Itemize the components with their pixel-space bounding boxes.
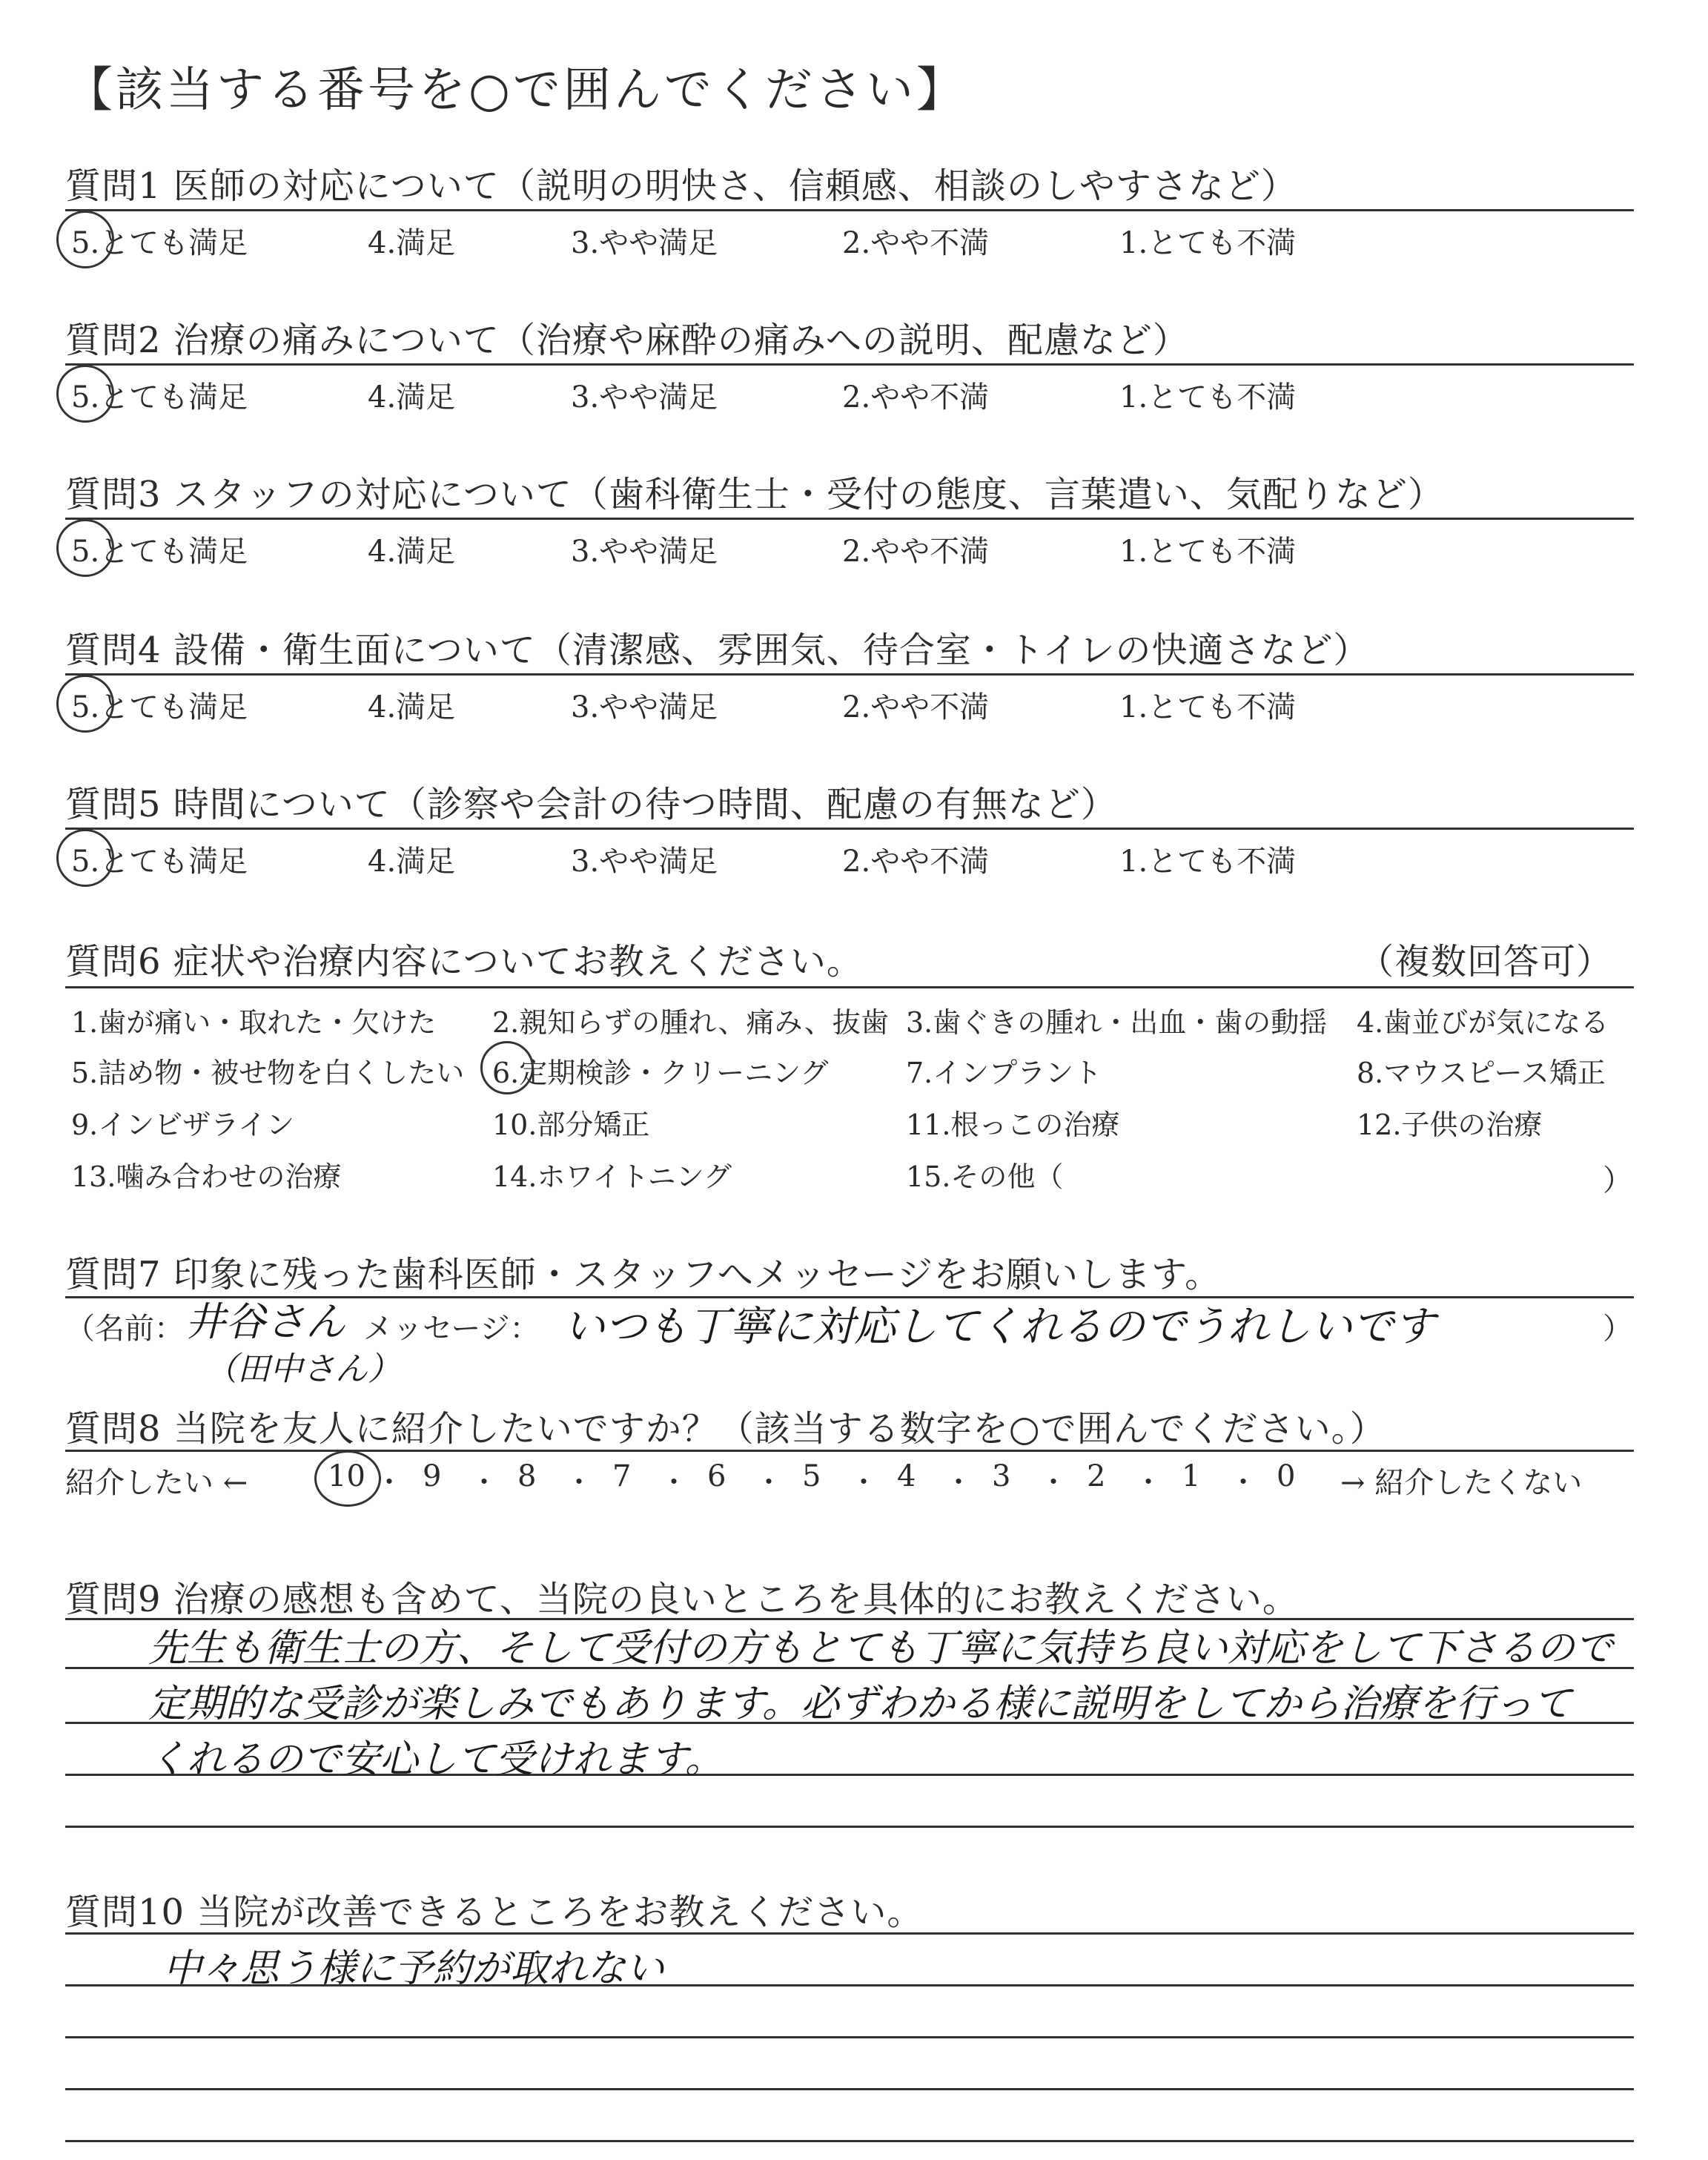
q8-scale-dot: ・: [944, 1466, 973, 1499]
q8-scale-8[interactable]: 8: [517, 1459, 537, 1493]
q9-answer-line-1: 先生も衛生士の方、そして受付の方もとても丁寧に気持ち良い対応をして下さるので: [148, 1626, 1614, 1671]
q8-scale-dot: ・: [565, 1466, 594, 1499]
q9-answer-line-3: くれるので安心して受けれます。: [148, 1737, 724, 1782]
q8-scale-5[interactable]: 5: [802, 1459, 821, 1493]
q3-option-3[interactable]: 3.やや満足: [571, 535, 718, 569]
q6-option-14[interactable]: 14.ホワイトニング: [492, 1160, 732, 1193]
q8-scale-7[interactable]: 7: [612, 1459, 632, 1493]
q5-option-3[interactable]: 3.やや満足: [571, 845, 718, 879]
q4-selection-circle: [56, 675, 114, 733]
q3-option-5[interactable]: 5.とても満足: [71, 535, 248, 569]
q8-scale-dot: ・: [375, 1466, 404, 1499]
q6-option-7[interactable]: 7.インプラント: [906, 1057, 1102, 1089]
q9-title: 質問9 治療の感想も含めて、当院の良いところを具体的にお教えください。: [65, 1579, 1299, 1620]
q9-rule-5: [65, 1826, 1634, 1828]
q6-option-9[interactable]: 9.インビザライン: [71, 1109, 295, 1141]
q8-scale-2[interactable]: 2: [1087, 1459, 1106, 1493]
q8-scale-10[interactable]: 10: [328, 1459, 365, 1493]
q1-option-4[interactable]: 4.満足: [368, 226, 456, 260]
q6-title: 質問6 症状や治療内容についてお教えください。: [65, 941, 863, 982]
q1-option-1[interactable]: 1.とても不満: [1119, 226, 1297, 260]
q6-other-close: ）: [1603, 1163, 1632, 1198]
q10-rule-4: [65, 2088, 1634, 2090]
q7-name-label: （名前：: [65, 1312, 184, 1346]
q6-option-15[interactable]: 15.その他（: [906, 1160, 1064, 1193]
q8-scale-dot: ・: [1229, 1466, 1258, 1499]
q2-option-4[interactable]: 4.満足: [368, 380, 456, 415]
q8-scale-dot: ・: [755, 1466, 784, 1499]
q1-title: 質問1 医師の対応について（説明の明快さ、信頼感、相談のしやすさなど）: [65, 165, 1297, 207]
q6-option-2[interactable]: 2.親知らずの腫れ、痛み、抜歯: [492, 1006, 889, 1039]
q3-selection-circle: [56, 519, 114, 577]
q3-title: 質問3 スタッフの対応について（歯科衛生士・受付の態度、言葉遣い、気配りなど）: [65, 474, 1444, 515]
q10-answer-line-1: 中々思う様に予約が取れない: [163, 1946, 665, 1991]
q10-rule-1: [65, 1932, 1634, 1935]
q10-title: 質問10 当院が改善できるところをお教えください。: [65, 1892, 924, 1933]
q5-option-1[interactable]: 1.とても不満: [1119, 845, 1297, 879]
q3-rule: [65, 518, 1634, 520]
q8-scale-dot: ・: [1134, 1466, 1163, 1499]
q7-close-paren: ）: [1603, 1312, 1632, 1346]
q7-title: 質問7 印象に残った歯科医師・スタッフへメッセージをお願いします。: [65, 1254, 1222, 1295]
q6-option-5[interactable]: 5.詰め物・被せ物を白くしたい: [71, 1057, 465, 1089]
q6-option-8[interactable]: 8.マウスピース矯正: [1357, 1057, 1606, 1089]
q8-scale-dot: ・: [1039, 1466, 1068, 1499]
q9-answer-line-2: 定期的な受診が楽しみでもあります。必ずわかる様に説明をしてから治療を行って: [148, 1682, 1572, 1726]
q3-option-2[interactable]: 2.やや不満: [842, 535, 990, 569]
q10-rule-5: [65, 2140, 1634, 2142]
q10-rule-3: [65, 2036, 1634, 2038]
q8-title: 質問8 当院を友人に紹介したいですか？（該当する数字を○で囲んでください。）: [65, 1408, 1386, 1450]
q6-option-11[interactable]: 11.根っこの治療: [906, 1109, 1120, 1141]
q5-option-4[interactable]: 4.満足: [368, 845, 456, 879]
q8-scale-dot: ・: [660, 1466, 689, 1499]
q5-selection-circle: [56, 829, 114, 887]
q7-name-value: 井谷さん: [185, 1298, 345, 1345]
q8-scale-dot: ・: [850, 1466, 878, 1499]
q8-scale-dot: ・: [470, 1466, 499, 1499]
q4-option-1[interactable]: 1.とても不満: [1119, 690, 1297, 724]
q5-rule: [65, 828, 1634, 830]
q6-note: （複数回答可）: [1358, 941, 1613, 982]
q6-option-1[interactable]: 1.歯が痛い・取れた・欠けた: [71, 1006, 437, 1039]
q1-option-3[interactable]: 3.やや満足: [571, 226, 718, 260]
q2-option-2[interactable]: 2.やや不満: [842, 380, 990, 415]
q1-selection-circle: [56, 211, 114, 268]
q5-title: 質問5 時間について（診察や会計の待つ時間、配慮の有無など）: [65, 784, 1117, 825]
q6-option-6[interactable]: 6.定期検診・クリーニング: [492, 1057, 829, 1089]
q8-scale-0[interactable]: 0: [1277, 1459, 1296, 1493]
q5-option-5[interactable]: 5.とても満足: [71, 845, 248, 879]
q6-rule: [65, 986, 1634, 988]
q4-rule: [65, 673, 1634, 676]
q6-option-3[interactable]: 3.歯ぐきの腫れ・出血・歯の動揺: [906, 1006, 1328, 1039]
q2-option-1[interactable]: 1.とても不満: [1119, 380, 1297, 415]
q2-option-3[interactable]: 3.やや満足: [571, 380, 718, 415]
q7-name-sub: （田中さん）: [205, 1350, 400, 1388]
q7-message-label: メッセージ：: [363, 1312, 540, 1346]
q8-right-label: → 紹介したくない: [1340, 1466, 1583, 1500]
form-header: 【該当する番号を○で囲んでください】: [65, 63, 967, 118]
q2-title: 質問2 治療の痛みについて（治療や麻酔の痛みへの説明、配慮など）: [65, 320, 1189, 361]
q8-scale-9[interactable]: 9: [423, 1459, 442, 1493]
q6-selection-circle: [480, 1041, 534, 1094]
q8-scale-6[interactable]: 6: [707, 1459, 726, 1493]
q4-title: 質問4 設備・衛生面について（清潔感、雰囲気、待合室・トイレの快適さなど）: [65, 630, 1370, 671]
q8-rule: [65, 1450, 1634, 1452]
q6-option-13[interactable]: 13.噛み合わせの治療: [71, 1160, 342, 1193]
q4-option-4[interactable]: 4.満足: [368, 690, 456, 724]
q2-selection-circle: [56, 365, 114, 423]
q6-option-4[interactable]: 4.歯並びが気になる: [1357, 1006, 1609, 1039]
q6-option-10[interactable]: 10.部分矯正: [492, 1109, 650, 1141]
q8-scale-3[interactable]: 3: [992, 1459, 1011, 1493]
q2-rule: [65, 363, 1634, 366]
q1-rule: [65, 209, 1634, 211]
q2-option-5[interactable]: 5.とても満足: [71, 380, 248, 415]
q1-option-5[interactable]: 5.とても満足: [71, 226, 248, 260]
q3-option-4[interactable]: 4.満足: [368, 535, 456, 569]
q4-option-2[interactable]: 2.やや不満: [842, 690, 990, 724]
q8-scale-4[interactable]: 4: [897, 1459, 916, 1493]
q4-option-3[interactable]: 3.やや満足: [571, 690, 718, 724]
q8-left-label: 紹介したい ←: [65, 1466, 248, 1500]
q6-option-12[interactable]: 12.子供の治療: [1357, 1109, 1543, 1141]
q1-option-2[interactable]: 2.やや不満: [842, 226, 990, 260]
q4-option-5[interactable]: 5.とても満足: [71, 690, 248, 724]
q3-option-1[interactable]: 1.とても不満: [1119, 535, 1297, 569]
q7-message-value: いつも丁寧に対応してくれるのでうれしいです: [563, 1303, 1435, 1351]
q5-option-2[interactable]: 2.やや不満: [842, 845, 990, 879]
q8-selection-circle: [314, 1450, 381, 1507]
q8-scale-1[interactable]: 1: [1182, 1459, 1201, 1493]
